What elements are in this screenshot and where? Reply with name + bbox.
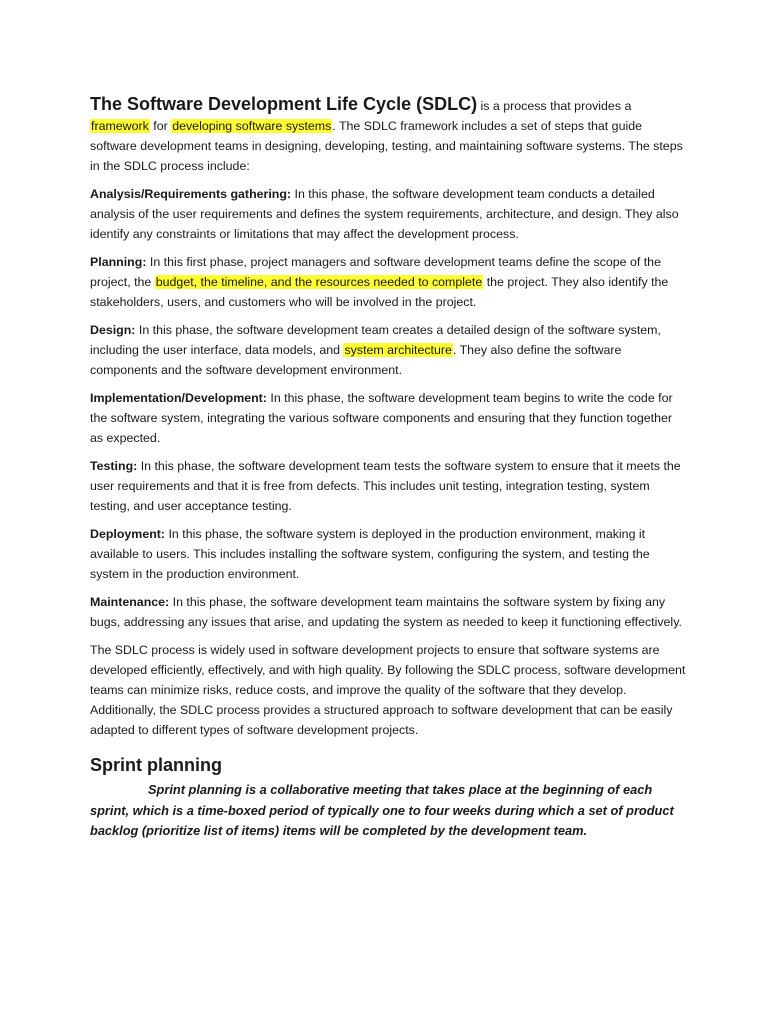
phase-analysis-text: In this phase, the software development team conducts a detailed analysis of the user requirements and defines the system requirements, architecture, and design. They also identify any constraints or limitations that may affect the development process. [90, 187, 679, 241]
phase-maintenance-text: In this phase, the software development team maintains the software system by fixing any bugs, addressing any issues that arise, and updating the system as needed to keep it functioning effectively. [90, 595, 682, 629]
intro-text-1: is a process that provides a [477, 99, 632, 113]
phase-implementation-text: In this phase, the software development team begins to write the code for the software system, integrating the various software components and ensuring that they function together as expected. [90, 391, 673, 445]
phase-implementation [90, 388, 686, 448]
sprint-planning-heading: Sprint planning [90, 755, 222, 775]
phase-design [90, 320, 686, 380]
phase-deployment [90, 524, 686, 584]
phase-design-text-1: In this phase, the software development team creates a detailed design of the software system, including the user interface, data models, and [90, 323, 661, 357]
intro-text-3: . The SDLC framework includes a set of steps that guide software development teams in designing, developing, testing, and maintaining software systems. The steps in the SDLC process include: [90, 119, 683, 173]
sprint-planning-paragraph: Sprint planning is a collaborative meeting that takes place at the beginning of each sprint, which is a time-boxed period of typically one to four weeks during which a set of product backlog (prioritize list of items) items will be completed by the development team. [90, 782, 674, 838]
phase-testing [90, 456, 686, 516]
highlight-system-architecture: system architecture [344, 343, 452, 357]
phase-planning-text-1: In this first phase, project managers and software development teams define the scope of the project, the [90, 255, 661, 289]
highlight-developing-software-systems: developing software systems [172, 119, 332, 133]
phase-testing-text: In this phase, the software development team tests the software system to ensure that it meets the user requirements and that it is free from defects. This includes unit testing, integration testing, system testing, and user acceptance testing. [90, 459, 681, 513]
phase-testing-heading: Testing: [90, 459, 138, 473]
phase-maintenance [90, 592, 686, 632]
highlight-framework: framework [91, 119, 149, 133]
intro-paragraph [90, 94, 686, 176]
phase-planning-text-2: the project. They also identify the stakeholders, users, and customers who will be involved in the project. [90, 275, 669, 309]
phase-design-text-2: . They also define the software components and the software development environment. [90, 343, 622, 377]
highlight-budget-timeline-resources: budget, the timeline, and the resources needed to complete [155, 275, 483, 289]
phase-deployment-text: In this phase, the software system is deployed in the production environment, making it available to users. This includes installing the software system, configuring the system, and testing the system in the production environment. [90, 527, 650, 581]
summary-paragraph: The SDLC process is widely used in software development projects to ensure that software systems are developed efficiently, effectively, and with high quality. By following the SDLC process, software development teams can minimize risks, reduce costs, and improve the quality of the software that they develop. Additionally, the SDLC process provides a structured approach to software development that can be easily adapted to different types of software development projects. [90, 643, 686, 737]
phase-analysis [90, 184, 686, 244]
phase-planning [90, 252, 686, 312]
document-title: The Software Development Life Cycle (SDLC) [90, 94, 478, 114]
phase-design-heading: Design: [90, 323, 136, 337]
phase-analysis-heading: Analysis/Requirements gathering: [90, 187, 292, 201]
intro-text-2: for [149, 119, 172, 133]
phase-planning-heading: Planning: [90, 255, 147, 269]
phase-deployment-heading: Deployment: [90, 527, 166, 541]
document-page [90, 94, 686, 842]
phase-implementation-heading: Implementation/Development: [90, 391, 267, 405]
phase-maintenance-heading: Maintenance: [90, 595, 170, 609]
